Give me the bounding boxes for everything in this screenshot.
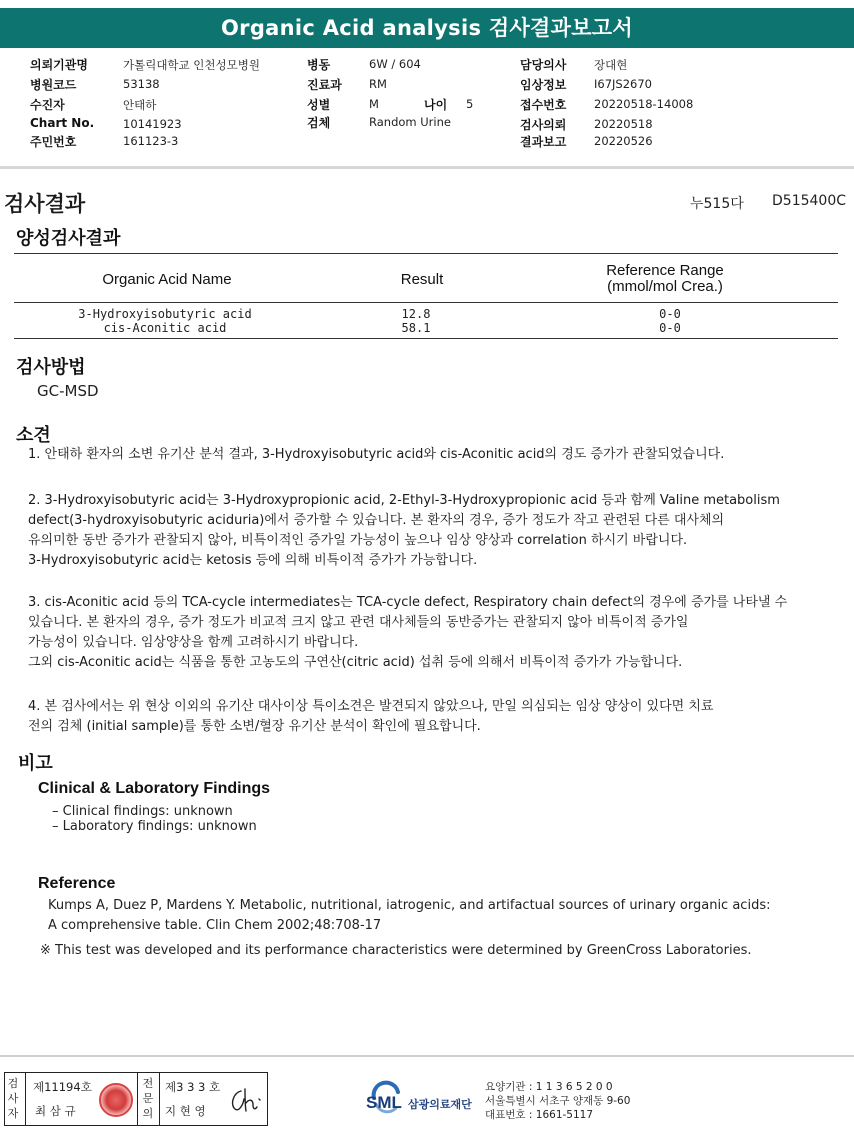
range-unit: (mmol/mol Crea.) (607, 278, 723, 295)
table-cell-range: 0-0 (659, 307, 681, 321)
info-label: 임상정보 (520, 78, 567, 92)
positive-results-heading: 양성검사결과 (16, 228, 121, 249)
opinion-paragraph-3 (28, 593, 828, 673)
info-value: 20220518-14008 (594, 97, 694, 111)
table-cell-result: 12.8 (401, 307, 431, 321)
info-label: 수진자 (30, 98, 65, 112)
remarks-heading: 비고 (18, 753, 53, 774)
info-label: 주민번호 (30, 135, 77, 149)
test-code-korean: 누515다 (690, 196, 744, 212)
opinion-paragraph-2 (28, 491, 828, 571)
signature-box (4, 1072, 268, 1126)
method-heading: 검사방법 (16, 357, 86, 378)
examiner-label (7, 1076, 21, 1121)
column-header-range (570, 263, 760, 295)
info-label: 검체 (307, 116, 331, 130)
info-value: 161123-3 (123, 134, 179, 148)
info-value: 5 (466, 97, 474, 111)
info-value: 장대현 (594, 58, 628, 72)
specialist-label (142, 1076, 156, 1121)
info-value: 가톨릭대학교 인천성모병원 (123, 58, 260, 72)
opinion-heading: 소견 (16, 425, 51, 446)
test-code: D515400C (772, 193, 846, 209)
opinion-line: 그외 cis-Aconitic acid는 식품을 통한 고농도의 구연산(citric acid) 섭취 등에 의해서 비특이적 증가가 가능합니다. (28, 655, 683, 670)
table-cell-result: 58.1 (401, 321, 431, 335)
organization-name: 삼광의료재단 (408, 1098, 472, 1111)
info-value: M (369, 97, 379, 111)
table-cell-name: cis-Aconitic acid (103, 321, 227, 335)
clinical-findings-heading: Clinical & Laboratory Findings (38, 780, 271, 797)
table-cell-name: 3-Hydroxyisobutyric acid (78, 307, 252, 321)
phone-number: 대표번호 : 1661-5117 (485, 1109, 594, 1121)
clinical-finding: – Clinical findings: unknown (52, 804, 233, 819)
sign-divider (25, 1073, 26, 1125)
info-value: 6W / 604 (369, 57, 421, 71)
opinion-line: 3-Hydroxyisobutyric acid는 ketosis 등에 의해 비특이적 증가가 가능합니다. (28, 553, 478, 568)
info-value: I67JS2670 (594, 77, 652, 91)
report-title: Organic Acid analysis 검사결과보고서 (0, 8, 854, 48)
info-value: 10141923 (123, 117, 182, 131)
sign-divider (159, 1073, 160, 1125)
opinion-line: 유의미한 동반 증가가 관찰되지 않아, 비특이적인 증가일 가능성이 높으나 임상 양상과 correlation 하시기 바랍니다. (28, 533, 688, 548)
info-value: 20220518 (594, 117, 653, 131)
examiner-name: 최 삼 규 (35, 1104, 76, 1118)
opinion-paragraph-1 (28, 445, 828, 465)
info-label: 담당의사 (520, 58, 567, 72)
table-header-border (14, 302, 838, 303)
specialist-name: 지 현 영 (165, 1104, 206, 1118)
table-cell-range: 0-0 (659, 321, 681, 335)
info-value: Random Urine (369, 115, 451, 129)
opinion-line: 2. 3-Hydroxyisobutyric acid는 3-Hydroxypropionic acid, 2-Ethyl-3-Hydroxypropionic acid 등과 함께 Valine metabolism (28, 493, 780, 508)
info-label: 의뢰기관명 (30, 58, 88, 72)
info-value: 53138 (123, 77, 160, 91)
info-value: 20220526 (594, 134, 653, 148)
info-label: 성별 (307, 98, 331, 112)
info-label: Chart No. (30, 116, 95, 130)
opinion-paragraph-4 (28, 697, 828, 737)
footer-divider (0, 1055, 854, 1057)
opinion-line: 가능성이 있습니다. 임상양상을 함께 고려하시기 바랍니다. (28, 635, 359, 650)
opinion-line: 4. 본 검사에서는 위 현상 이외의 유기산 대사이상 특이소견은 발견되지 않았으나, 만일 의심되는 임상 양상이 있다면 치료 (28, 699, 714, 714)
address: 서울특별시 서초구 양재동 9-60 (485, 1095, 631, 1107)
column-header-name: Organic Acid Name (102, 271, 232, 288)
info-value: RM (369, 77, 387, 91)
info-label: 결과보고 (520, 135, 567, 149)
specialist-label-text: 전문의 (142, 1077, 154, 1120)
info-label: 진료과 (307, 78, 342, 92)
opinion-line: 전의 검체 (initial sample)를 통한 소변/혈장 유기산 분석이 확인에 필요합니다. (28, 719, 481, 734)
info-value: 안태하 (123, 98, 157, 112)
results-heading: 검사결과 (4, 192, 86, 216)
info-label: 병동 (307, 58, 331, 72)
opinion-line: 있습니다. 본 환자의 경우, 증가 정도가 비교적 크지 않고 관련 대사체들의 동반증가는 관찰되지 않아 비특이적 증가일 (28, 615, 689, 630)
signature-icon (227, 1085, 263, 1115)
reference-heading: Reference (38, 875, 116, 892)
opinion-line: 3. cis-Aconitic acid 등의 TCA-cycle intermediates는 TCA-cycle defect, Respiratory chain defect의 경우에 증가를 나타낼 수 (28, 595, 788, 610)
range-title: Reference Range (606, 262, 724, 279)
table-top-border (14, 253, 838, 254)
disclaimer-note: ※ This test was developed and its performance characteristics were determined by GreenCross Laboratories. (40, 943, 752, 958)
reference-line: Kumps A, Duez P, Mardens Y. Metabolic, nutritional, iatrogenic, and artifactual sources of urinary organic acids: (48, 898, 771, 913)
sml-logo-text: SML (366, 1093, 402, 1112)
info-label: 접수번호 (520, 98, 567, 112)
examiner-number: 제11194호 (33, 1080, 92, 1094)
column-header-result: Result (400, 271, 444, 288)
opinion-line: 1. 안태하 환자의 소변 유기산 분석 결과, 3-Hydroxyisobutyric acid와 cis-Aconitic acid의 경도 증가가 관찰되었습니다. (28, 447, 725, 462)
opinion-line: defect(3-hydroxyisobutyric aciduria)에서 증가할 수 있습니다. 본 환자의 경우, 증가 정도가 작고 관련된 다른 대사체의 (28, 513, 725, 528)
method-value: GC-MSD (37, 382, 99, 400)
sign-divider (137, 1073, 138, 1125)
examiner-label-text: 검사자 (7, 1077, 19, 1120)
official-seal-icon (99, 1083, 133, 1117)
laboratory-finding: – Laboratory findings: unknown (52, 819, 257, 834)
specialist-number: 제3 3 3 호 (165, 1080, 221, 1094)
reference-line: A comprehensive table. Clin Chem 2002;48:708-17 (48, 918, 382, 933)
institution-code: 요양기관 : 1 1 3 6 5 2 0 0 (485, 1081, 613, 1093)
info-label: 검사의뢰 (520, 118, 567, 132)
header-divider (0, 166, 854, 169)
info-label: 병원코드 (30, 78, 77, 92)
info-label: 나이 (424, 98, 448, 112)
table-bottom-border (14, 338, 838, 339)
patient-info (0, 56, 854, 156)
